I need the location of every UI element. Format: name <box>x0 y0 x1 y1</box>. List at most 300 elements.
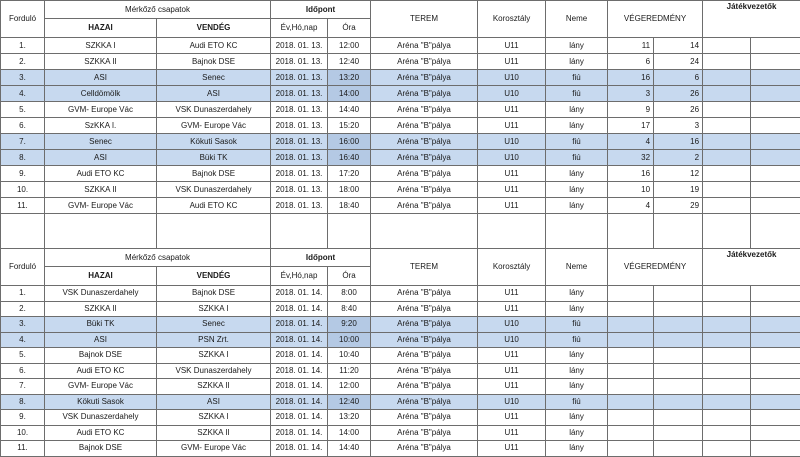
venue-cell: Aréna "B"pálya <box>371 301 478 317</box>
home-team-cell: VSK Dunaszerdahely <box>45 286 157 302</box>
time-cell: 18:00 <box>328 182 371 198</box>
referee-cell <box>751 363 800 379</box>
venue-cell: Aréna "B"pálya <box>371 394 478 410</box>
fordulo-header: Forduló <box>1 249 45 286</box>
fordulo-cell: 3. <box>1 70 45 86</box>
date-cell: 2018. 01. 13. <box>271 54 328 70</box>
referee-cell <box>751 441 800 457</box>
time-cell: 16:40 <box>328 150 371 166</box>
date-cell: 2018. 01. 14. <box>271 363 328 379</box>
referee-cell <box>751 317 800 333</box>
referee-cell <box>751 286 800 302</box>
referee-cell <box>703 118 751 134</box>
age-group-cell: U11 <box>478 286 546 302</box>
date-cell: 2018. 01. 14. <box>271 394 328 410</box>
gender-cell: lány <box>546 118 608 134</box>
venue-cell: Aréna "B"pálya <box>371 86 478 102</box>
table2-header-row-1 <box>1 249 800 267</box>
gender-cell: fiú <box>546 134 608 150</box>
home-score-cell: 32 <box>608 150 654 166</box>
home-team-cell: SZKKA II <box>45 54 157 70</box>
schedule-body <box>1 1 800 457</box>
away-team-cell: ASI <box>157 86 271 102</box>
venue-cell: Aréna "B"pálya <box>371 286 478 302</box>
away-team-cell: Bajnok DSE <box>157 166 271 182</box>
age-group-cell: U11 <box>478 410 546 426</box>
table-row <box>1 348 800 364</box>
home-score-cell <box>608 348 654 364</box>
gender-cell: lány <box>546 301 608 317</box>
home-team-cell: GVM- Europe Vác <box>45 102 157 118</box>
home-score-cell <box>608 410 654 426</box>
referee-cell <box>703 134 751 150</box>
date-cell: 2018. 01. 14. <box>271 332 328 348</box>
time-cell: 14:40 <box>328 441 371 457</box>
referee-cell <box>703 363 751 379</box>
time-cell: 8:40 <box>328 301 371 317</box>
time-cell: 10:00 <box>328 332 371 348</box>
gender-cell: lány <box>546 182 608 198</box>
away-team-cell: SZKKA II <box>157 379 271 395</box>
date-cell: 2018. 01. 14. <box>271 348 328 364</box>
date-cell: 2018. 01. 13. <box>271 166 328 182</box>
merkozo-csapatok-header: Mérkőző csapatok <box>45 249 271 267</box>
date-cell: 2018. 01. 14. <box>271 286 328 302</box>
referee-cell <box>703 102 751 118</box>
venue-cell: Aréna "B"pálya <box>371 166 478 182</box>
age-group-cell: U10 <box>478 394 546 410</box>
away-team-cell: SZKKA I <box>157 348 271 364</box>
ora-header: Óra <box>328 19 371 38</box>
date-cell: 2018. 01. 13. <box>271 182 328 198</box>
home-score-cell: 4 <box>608 134 654 150</box>
referee-cell <box>703 54 751 70</box>
referee-cell <box>703 379 751 395</box>
home-score-cell <box>608 441 654 457</box>
age-group-cell: U11 <box>478 166 546 182</box>
away-team-cell: Senec <box>157 70 271 86</box>
away-team-cell: VSK Dunaszerdahely <box>157 102 271 118</box>
jatekvezetok-header: Játékvezetők <box>703 1 800 38</box>
referee-cell <box>751 348 800 364</box>
table-row <box>1 317 800 333</box>
referee-cell <box>751 70 800 86</box>
table-row <box>1 86 800 102</box>
fordulo-cell: 10. <box>1 425 45 441</box>
fordulo-cell: 2. <box>1 54 45 70</box>
away-team-cell: Bajnok DSE <box>157 54 271 70</box>
away-score-cell: 26 <box>654 102 703 118</box>
referee-cell <box>703 198 751 214</box>
fordulo-cell: 8. <box>1 394 45 410</box>
away-score-cell <box>654 394 703 410</box>
spacer-cell <box>478 214 546 249</box>
table1-header-row-1 <box>1 1 800 19</box>
time-cell: 14:40 <box>328 102 371 118</box>
fordulo-cell: 3. <box>1 317 45 333</box>
home-score-cell <box>608 379 654 395</box>
date-cell: 2018. 01. 14. <box>271 301 328 317</box>
spacer-cell <box>271 214 328 249</box>
referee-cell <box>751 134 800 150</box>
referee-cell <box>703 38 751 54</box>
jatekvezetok-header: Játékvezetők <box>703 249 800 286</box>
referee-cell <box>751 150 800 166</box>
venue-cell: Aréna "B"pálya <box>371 379 478 395</box>
away-team-cell: Bajnok DSE <box>157 286 271 302</box>
age-group-cell: U11 <box>478 379 546 395</box>
vendeg-header: VENDÉG <box>157 267 271 286</box>
age-group-cell: U10 <box>478 134 546 150</box>
spacer-cell <box>157 214 271 249</box>
fordulo-cell: 10. <box>1 182 45 198</box>
home-score-cell <box>608 363 654 379</box>
gender-cell: fiú <box>546 150 608 166</box>
away-score-cell <box>654 332 703 348</box>
referee-cell <box>751 379 800 395</box>
referee-cell <box>703 150 751 166</box>
home-team-cell: SZKKA II <box>45 301 157 317</box>
table-row <box>1 379 800 395</box>
fordulo-cell: 7. <box>1 379 45 395</box>
date-cell: 2018. 01. 13. <box>271 118 328 134</box>
away-score-cell: 19 <box>654 182 703 198</box>
table-row <box>1 38 800 54</box>
fordulo-cell: 5. <box>1 348 45 364</box>
home-team-cell: Bajnok DSE <box>45 348 157 364</box>
home-team-cell: Audi ETO KC <box>45 425 157 441</box>
venue-cell: Aréna "B"pálya <box>371 425 478 441</box>
referee-cell <box>751 182 800 198</box>
age-group-cell: U11 <box>478 363 546 379</box>
away-team-cell: SZKKA II <box>157 425 271 441</box>
venue-cell: Aréna "B"pálya <box>371 332 478 348</box>
away-score-cell <box>654 425 703 441</box>
age-group-cell: U11 <box>478 301 546 317</box>
venue-cell: Aréna "B"pálya <box>371 150 478 166</box>
away-score-cell: 26 <box>654 86 703 102</box>
venue-cell: Aréna "B"pálya <box>371 54 478 70</box>
venue-cell: Aréna "B"pálya <box>371 182 478 198</box>
spacer-cell <box>1 214 45 249</box>
referee-cell <box>751 198 800 214</box>
time-cell: 18:40 <box>328 198 371 214</box>
age-group-cell: U10 <box>478 150 546 166</box>
referee-cell <box>751 332 800 348</box>
age-group-cell: U11 <box>478 54 546 70</box>
ora-header: Óra <box>328 267 371 286</box>
away-score-cell: 6 <box>654 70 703 86</box>
time-cell: 12:40 <box>328 54 371 70</box>
date-cell: 2018. 01. 14. <box>271 425 328 441</box>
age-group-cell: U11 <box>478 182 546 198</box>
referee-cell <box>751 425 800 441</box>
table-row <box>1 301 800 317</box>
home-team-cell: Audi ETO KC <box>45 363 157 379</box>
away-score-cell <box>654 317 703 333</box>
spacer-cell <box>371 214 478 249</box>
gender-cell: lány <box>546 348 608 364</box>
home-score-cell: 9 <box>608 102 654 118</box>
home-score-cell: 16 <box>608 70 654 86</box>
neme-header: Neme <box>546 1 608 38</box>
age-group-cell: U11 <box>478 198 546 214</box>
venue-cell: Aréna "B"pálya <box>371 102 478 118</box>
spacer-cell <box>703 214 751 249</box>
referee-cell <box>751 410 800 426</box>
venue-cell: Aréna "B"pálya <box>371 198 478 214</box>
time-cell: 9:20 <box>328 317 371 333</box>
age-group-cell: U10 <box>478 317 546 333</box>
date-cell: 2018. 01. 13. <box>271 134 328 150</box>
table-row <box>1 425 800 441</box>
referee-cell <box>703 425 751 441</box>
home-score-cell: 4 <box>608 198 654 214</box>
gender-cell: lány <box>546 38 608 54</box>
home-score-cell <box>608 301 654 317</box>
away-team-cell: Büki TK <box>157 150 271 166</box>
time-cell: 16:00 <box>328 134 371 150</box>
venue-cell: Aréna "B"pálya <box>371 134 478 150</box>
referee-cell <box>703 317 751 333</box>
referee-cell <box>751 54 800 70</box>
home-team-cell: SZKKA II <box>45 182 157 198</box>
time-cell: 12:00 <box>328 379 371 395</box>
referee-cell <box>703 332 751 348</box>
referee-cell <box>751 166 800 182</box>
table-row <box>1 363 800 379</box>
gender-cell: lány <box>546 363 608 379</box>
fordulo-cell: 4. <box>1 332 45 348</box>
spacer-cell <box>328 214 371 249</box>
gender-cell: fiú <box>546 70 608 86</box>
spacer-cell <box>751 214 800 249</box>
home-team-cell: SzKKA I. <box>45 118 157 134</box>
time-cell: 8:00 <box>328 286 371 302</box>
fordulo-cell: 9. <box>1 166 45 182</box>
time-cell: 17:20 <box>328 166 371 182</box>
table-row <box>1 441 800 457</box>
referee-cell <box>751 102 800 118</box>
away-team-cell: GVM- Europe Vác <box>157 118 271 134</box>
referee-cell <box>751 118 800 134</box>
gender-cell: fiú <box>546 317 608 333</box>
fordulo-cell: 11. <box>1 198 45 214</box>
venue-cell: Aréna "B"pálya <box>371 118 478 134</box>
date-cell: 2018. 01. 13. <box>271 198 328 214</box>
home-team-cell: SZKKA I <box>45 38 157 54</box>
away-score-cell <box>654 363 703 379</box>
home-score-cell <box>608 332 654 348</box>
table-row <box>1 118 800 134</box>
time-cell: 10:40 <box>328 348 371 364</box>
home-team-cell: Audi ETO KC <box>45 166 157 182</box>
home-score-cell <box>608 425 654 441</box>
table-row <box>1 198 800 214</box>
away-team-cell: ASI <box>157 394 271 410</box>
gender-cell: lány <box>546 441 608 457</box>
fordulo-cell: 9. <box>1 410 45 426</box>
away-score-cell: 2 <box>654 150 703 166</box>
away-score-cell: 24 <box>654 54 703 70</box>
venue-cell: Aréna "B"pálya <box>371 441 478 457</box>
referee-cell <box>703 301 751 317</box>
fordulo-cell: 5. <box>1 102 45 118</box>
venue-cell: Aréna "B"pálya <box>371 317 478 333</box>
home-team-cell: Bajnok DSE <box>45 441 157 457</box>
fordulo-cell: 7. <box>1 134 45 150</box>
table-row <box>1 102 800 118</box>
vegeredmeny-header: VÉGEREDMÉNY <box>608 249 703 286</box>
idopont-header: Időpont <box>271 1 371 19</box>
gender-cell: fiú <box>546 86 608 102</box>
table-row <box>1 332 800 348</box>
home-score-cell: 11 <box>608 38 654 54</box>
referee-cell <box>751 301 800 317</box>
fordulo-cell: 2. <box>1 301 45 317</box>
home-score-cell <box>608 394 654 410</box>
away-score-cell: 12 <box>654 166 703 182</box>
time-cell: 13:20 <box>328 410 371 426</box>
table-row <box>1 286 800 302</box>
spacer-row <box>1 214 800 249</box>
date-cell: 2018. 01. 14. <box>271 410 328 426</box>
referee-cell <box>703 394 751 410</box>
hazai-header: HAZAI <box>45 267 157 286</box>
home-score-cell: 10 <box>608 182 654 198</box>
away-team-cell: SZKKA I <box>157 410 271 426</box>
neme-header: Neme <box>546 249 608 286</box>
gender-cell: lány <box>546 425 608 441</box>
fordulo-cell: 6. <box>1 118 45 134</box>
gender-cell: lány <box>546 166 608 182</box>
evhonap-header: Év,Hó,nap <box>271 19 328 38</box>
hazai-header: HAZAI <box>45 19 157 38</box>
table-row <box>1 70 800 86</box>
home-team-cell: VSK Dunaszerdahely <box>45 410 157 426</box>
age-group-cell: U11 <box>478 102 546 118</box>
away-score-cell: 14 <box>654 38 703 54</box>
table-row <box>1 394 800 410</box>
referee-cell <box>751 394 800 410</box>
referee-cell <box>703 410 751 426</box>
referee-cell <box>751 38 800 54</box>
home-team-cell: GVM- Europe Vác <box>45 379 157 395</box>
table-row <box>1 54 800 70</box>
away-team-cell: VSK Dunaszerdahely <box>157 363 271 379</box>
referee-cell <box>703 182 751 198</box>
age-group-cell: U11 <box>478 425 546 441</box>
date-cell: 2018. 01. 13. <box>271 70 328 86</box>
home-team-cell: Kökuti Sasok <box>45 394 157 410</box>
fordulo-header: Forduló <box>1 1 45 38</box>
away-score-cell <box>654 441 703 457</box>
gender-cell: fiú <box>546 332 608 348</box>
referee-cell <box>703 441 751 457</box>
home-score-cell <box>608 286 654 302</box>
gender-cell: lány <box>546 286 608 302</box>
gender-cell: lány <box>546 379 608 395</box>
vegeredmeny-header: VÉGEREDMÉNY <box>608 1 703 38</box>
home-team-cell: Senec <box>45 134 157 150</box>
home-team-cell: ASI <box>45 332 157 348</box>
date-cell: 2018. 01. 14. <box>271 441 328 457</box>
spacer-cell <box>45 214 157 249</box>
referee-cell <box>703 86 751 102</box>
away-team-cell: Audi ETO KC <box>157 38 271 54</box>
date-cell: 2018. 01. 14. <box>271 317 328 333</box>
spacer-cell <box>608 214 654 249</box>
date-cell: 2018. 01. 13. <box>271 150 328 166</box>
away-score-cell: 3 <box>654 118 703 134</box>
home-team-cell: Celldömölk <box>45 86 157 102</box>
gender-cell: lány <box>546 198 608 214</box>
time-cell: 12:40 <box>328 394 371 410</box>
age-group-cell: U11 <box>478 38 546 54</box>
idopont-header: Időpont <box>271 249 371 267</box>
time-cell: 11:20 <box>328 363 371 379</box>
referee-cell <box>703 286 751 302</box>
korosztaly-header: Korosztály <box>478 1 546 38</box>
home-team-cell: ASI <box>45 70 157 86</box>
fordulo-cell: 11. <box>1 441 45 457</box>
away-team-cell: Senec <box>157 317 271 333</box>
time-cell: 14:00 <box>328 86 371 102</box>
evhonap-header: Év,Hó,nap <box>271 267 328 286</box>
venue-cell: Aréna "B"pálya <box>371 348 478 364</box>
date-cell: 2018. 01. 13. <box>271 38 328 54</box>
home-team-cell: GVM- Europe Vác <box>45 198 157 214</box>
away-score-cell: 29 <box>654 198 703 214</box>
time-cell: 15:20 <box>328 118 371 134</box>
spacer-cell <box>654 214 703 249</box>
date-cell: 2018. 01. 14. <box>271 379 328 395</box>
date-cell: 2018. 01. 13. <box>271 86 328 102</box>
home-score-cell: 3 <box>608 86 654 102</box>
fordulo-cell: 1. <box>1 38 45 54</box>
table-row <box>1 182 800 198</box>
venue-cell: Aréna "B"pálya <box>371 363 478 379</box>
gender-cell: fiú <box>546 394 608 410</box>
vendeg-header: VENDÉG <box>157 19 271 38</box>
referee-cell <box>751 86 800 102</box>
age-group-cell: U11 <box>478 348 546 364</box>
home-score-cell: 6 <box>608 54 654 70</box>
away-team-cell: PSN Zrt. <box>157 332 271 348</box>
age-group-cell: U11 <box>478 441 546 457</box>
away-team-cell: GVM- Europe Vác <box>157 441 271 457</box>
time-cell: 12:00 <box>328 38 371 54</box>
home-team-cell: ASI <box>45 150 157 166</box>
terem-header: TEREM <box>371 249 478 286</box>
table-row <box>1 134 800 150</box>
venue-cell: Aréna "B"pálya <box>371 38 478 54</box>
home-score-cell: 16 <box>608 166 654 182</box>
age-group-cell: U11 <box>478 118 546 134</box>
spacer-cell <box>546 214 608 249</box>
away-score-cell <box>654 348 703 364</box>
home-score-cell: 17 <box>608 118 654 134</box>
date-cell: 2018. 01. 13. <box>271 102 328 118</box>
fordulo-cell: 1. <box>1 286 45 302</box>
venue-cell: Aréna "B"pálya <box>371 410 478 426</box>
merkozo-csapatok-header: Mérkőző csapatok <box>45 1 271 19</box>
away-score-cell <box>654 301 703 317</box>
table-row <box>1 410 800 426</box>
away-score-cell <box>654 286 703 302</box>
gender-cell: lány <box>546 102 608 118</box>
referee-cell <box>703 348 751 364</box>
